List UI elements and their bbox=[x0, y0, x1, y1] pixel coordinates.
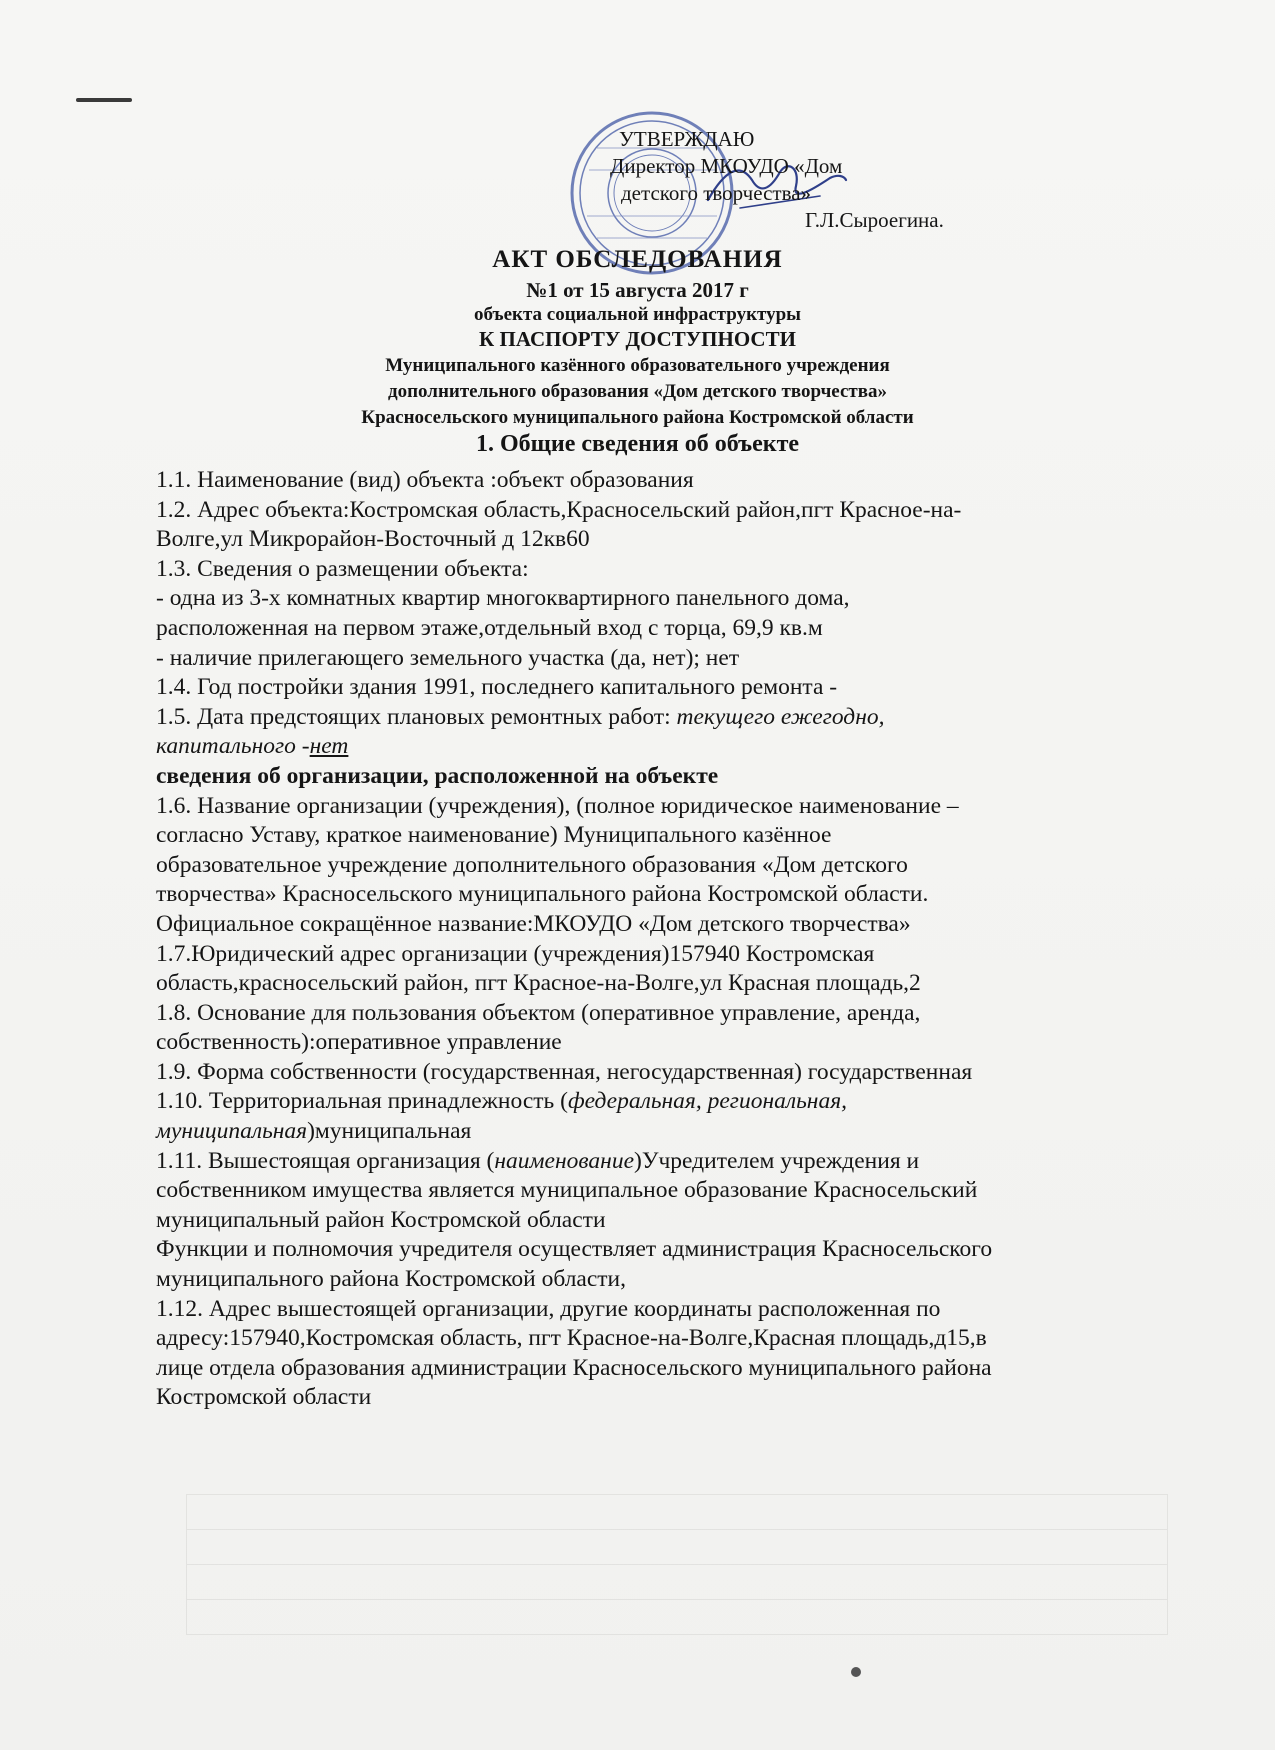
org-name-line-3: Красносельского муниципального района Костромской области bbox=[361, 407, 914, 428]
body-line: собственником имущества является муниципальное образование Красносельский bbox=[156, 1177, 978, 1204]
body-text-span: )муниципальная bbox=[307, 1118, 472, 1145]
approval-line-2: Директор МКОУДО «Дом bbox=[610, 154, 843, 178]
body-line: область,красносельский район, пгт Красное-на-Волге,ул Красная площадь,2 bbox=[156, 970, 921, 997]
ink-dot-mark bbox=[851, 1667, 861, 1677]
body-text-span: )Учредителем учреждения и bbox=[634, 1147, 920, 1174]
body-line: 1.12. Адрес вышестоящей организации, другие координаты расположенная по bbox=[156, 1295, 941, 1322]
body-line: согласно Уставу, краткое наименование) Муниципального казённое bbox=[156, 822, 832, 849]
subsection-heading: сведения об организации, расположенной на объекте bbox=[156, 762, 719, 789]
body-line: 1.8. Основание для пользования объектом (оперативное управление, аренда, bbox=[156, 999, 921, 1026]
body-line: Официальное сокращённое название:МКОУДО «Дом детского творчества» bbox=[156, 910, 911, 937]
body-line: муниципального района Костромской области, bbox=[156, 1266, 627, 1293]
body-italic-span: наименование bbox=[494, 1147, 635, 1174]
document-body bbox=[156, 466, 1186, 1413]
body-line bbox=[156, 1087, 1186, 1117]
body-line bbox=[156, 1147, 1186, 1177]
body-line: 1.7.Юридический адрес организации (учреждения)157940 Костромская bbox=[156, 940, 875, 967]
body-line: 1.6. Название организации (учреждения), (полное юридическое наименование – bbox=[156, 792, 959, 819]
body-line: Функции и полномочия учредителя осуществляет администрация Красносельского bbox=[156, 1236, 993, 1263]
body-line bbox=[156, 732, 1186, 762]
body-line: образовательное учреждение дополнительного образования «Дом детского bbox=[156, 851, 908, 878]
body-text-span: 1.11. Вышестоящая организация ( bbox=[156, 1147, 495, 1174]
section-heading: 1. Общие сведения об объекте bbox=[475, 431, 800, 457]
body-line: - наличие прилегающего земельного участка (да, нет); нет bbox=[156, 644, 740, 671]
body-line: творчества» Красносельского муниципального района Костромской области. bbox=[156, 881, 929, 908]
body-line: расположенная на первом этаже,отдельный вход с торца, 69,9 кв.м bbox=[156, 614, 823, 641]
body-italic-span: капитального - bbox=[156, 733, 310, 760]
body-line bbox=[156, 703, 1186, 733]
body-line: 1.3. Сведения о размещении объекта: bbox=[156, 555, 529, 582]
body-text-span: 1.5. Дата предстоящих плановых ремонтных работ: bbox=[156, 703, 677, 730]
body-line: 1.2. Адрес объекта:Костромская область,Красносельский район,пгт Красное-на- bbox=[156, 496, 962, 523]
body-line: лице отдела образования администрации Красносельского муниципального района bbox=[156, 1354, 992, 1381]
approval-block bbox=[555, 126, 944, 234]
body-line bbox=[156, 1117, 1186, 1147]
org-name-line-2: дополнительного образования «Дом детского творчества» bbox=[387, 381, 887, 402]
margin-dash-mark bbox=[76, 98, 132, 102]
body-line: 1.9. Форма собственности (государственная, негосударственная) государственная bbox=[156, 1058, 973, 1085]
body-line: муниципальный район Костромской области bbox=[156, 1206, 606, 1233]
document-title: АКТ ОБСЛЕДОВАНИЯ bbox=[492, 246, 783, 273]
body-line: Волге,ул Микрорайон-Восточный д 12кв60 bbox=[156, 526, 590, 553]
body-line: адресу:157940,Костромская область, пгт Красное-на-Волге,Красная площадь,д15,в bbox=[156, 1325, 987, 1352]
body-italic-span: муниципальная bbox=[156, 1118, 308, 1145]
approval-line-3: детского творчества» bbox=[621, 181, 812, 205]
document-passport-heading: К ПАСПОРТУ ДОСТУПНОСТИ bbox=[479, 327, 796, 351]
document-object-type: объекта социальной инфраструктуры bbox=[474, 304, 801, 325]
body-line: собственность):оперативное управление bbox=[156, 1029, 562, 1056]
bleed-through-table bbox=[186, 1494, 1168, 1635]
document-number: №1 от 15 августа 2017 г bbox=[526, 278, 749, 302]
body-line: 1.4. Год постройки здания 1991, последнего капитального ремонта - bbox=[156, 674, 838, 701]
org-name-line-1: Муниципального казённого образовательного учреждения bbox=[385, 355, 890, 376]
approval-signatory: Г.Л.Сыроегина. bbox=[805, 208, 944, 232]
body-italic-span: федеральная, региональная, bbox=[567, 1088, 848, 1115]
body-italic-underlined-span: нет bbox=[309, 733, 349, 760]
body-text-span: 1.10. Территориальная принадлежность ( bbox=[156, 1088, 568, 1115]
approval-line-1: УТВЕРЖДАЮ bbox=[619, 127, 755, 151]
body-italic-span: текущего ежегодно, bbox=[676, 703, 885, 730]
body-line: - одна из 3-х комнатных квартир многоквартирного панельного дома, bbox=[156, 585, 850, 612]
body-line: Костромской области bbox=[156, 1384, 372, 1411]
body-line: 1.1. Наименование (вид) объекта :объект образования bbox=[156, 467, 694, 493]
